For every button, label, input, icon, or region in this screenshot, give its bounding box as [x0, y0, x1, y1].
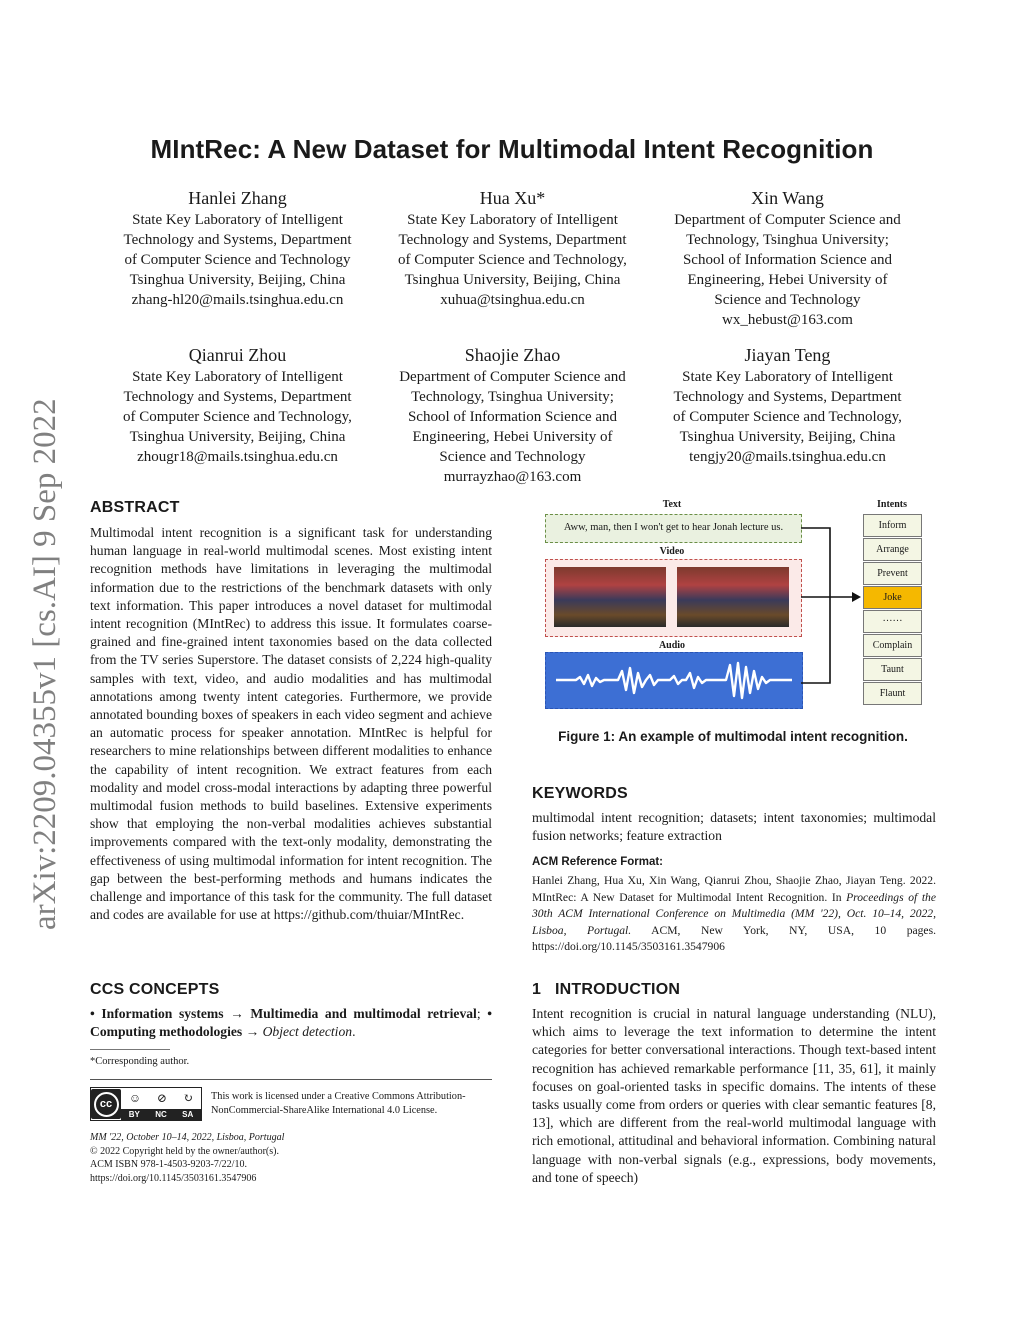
author-affiliation: School of Information Science and: [682, 252, 893, 268]
conference-info: [90, 1131, 284, 1185]
footnote-divider: [90, 1049, 170, 1050]
author-affiliation: Department of Computer Science and: [674, 212, 901, 228]
license-line: NonCommercial-ShareAlike International 4.0 License.: [211, 1105, 438, 1116]
video-frame: [554, 567, 666, 627]
author-block: [365, 343, 660, 487]
isbn: ACM ISBN 978-1-4503-9203-7/22/10.: [90, 1159, 247, 1170]
acm-reference: [532, 873, 936, 956]
author-name: Shaojie Zhao: [464, 345, 561, 365]
intent-ellipsis: ……: [863, 610, 922, 633]
figure-caption: Figure 1: An example of multimodal intent recognition.: [558, 729, 908, 744]
acm-ref-part: Hanlei Zhang, Hua Xu, Xin Wang, Qianrui Zhou, Shaojie Zhao, Jiayan Teng. 2022. MIntRec: A New Dataset for Multimodal Intent Recognition. In: [532, 874, 936, 904]
author-block: [640, 343, 935, 467]
author-affiliation: Engineering, Hebei University of: [412, 429, 613, 445]
author-block: [365, 186, 660, 310]
ccs-item: Multimedia and multimodal retrieval: [250, 1006, 477, 1021]
author-affiliation: of Computer Science and Technology,: [398, 252, 627, 268]
author-affiliation: State Key Laboratory of Intelligent: [132, 212, 343, 228]
author-affiliation: State Key Laboratory of Intelligent: [132, 369, 343, 385]
author-name: Hanlei Zhang: [188, 188, 287, 208]
author-affiliation: Department of Computer Science and: [399, 369, 626, 385]
acm-ref-heading: ACM Reference Format:: [532, 856, 663, 868]
author-block: [90, 343, 385, 467]
author-email: murrayzhao@163.com: [443, 469, 582, 485]
abstract-heading: ABSTRACT: [90, 499, 180, 516]
conference-venue: MM '22, October 10–14, 2022, Lisboa, Portugal: [90, 1132, 285, 1143]
ccs-arrow: →: [230, 1006, 244, 1021]
doi-link[interactable]: https://doi.org/10.1145/3503161.3547906: [90, 1172, 257, 1184]
attribution-icon: ☺: [128, 1091, 142, 1105]
ccs-concepts: [90, 1005, 492, 1041]
audio-modality-label: Audio: [658, 640, 686, 651]
intent-item: Complain: [863, 634, 922, 657]
author-block: [640, 186, 935, 330]
intents-label: Intents: [876, 499, 907, 510]
license-line: This work is licensed under a Creative Commons Attribution-: [211, 1091, 466, 1102]
author-block: [90, 186, 385, 310]
author-affiliation: Tsinghua University, Beijing, China: [679, 429, 896, 445]
cc-term-label: NC: [155, 1110, 167, 1119]
sharealike-icon: ↻: [182, 1091, 194, 1105]
intent-item: Taunt: [863, 658, 922, 681]
cc-icon: [91, 1089, 121, 1119]
paper-title: MIntRec: A New Dataset for Multimodal Intent Recognition: [150, 134, 874, 164]
audio-waveform: [546, 653, 802, 708]
author-affiliation: Technology and Systems, Department: [398, 232, 627, 248]
ccs-arrow: →: [245, 1024, 260, 1040]
cc-term-labels: [121, 1109, 201, 1120]
keywords-text: multimodal intent recognition; datasets; intent taxonomies; multimodal fusion networks; feature extraction: [532, 810, 936, 844]
author-email: tengjy20@mails.tsinghua.edu.cn: [689, 449, 886, 465]
author-email: wx_hebust@163.com: [722, 312, 853, 328]
text-modality-label: Text: [662, 499, 682, 510]
cc-terms: [121, 1088, 201, 1120]
intent-item: Flaunt: [863, 682, 922, 705]
fusion-connector: [800, 520, 862, 690]
footnote: *Corresponding author.: [90, 1056, 190, 1067]
cc-license-badge[interactable]: [90, 1087, 202, 1121]
ccs-separator: ;: [476, 1006, 481, 1021]
cc-term-label: SA: [182, 1110, 194, 1119]
author-affiliation: Engineering, Hebei University of: [687, 272, 888, 288]
cc-term-label: BY: [128, 1110, 140, 1119]
author-affiliation: Science and Technology: [439, 449, 586, 465]
author-name: Jiayan Teng: [744, 345, 831, 365]
intro-heading: 1 INTRODUCTION: [532, 981, 681, 998]
intro-text: Intent recognition is crucial in natural language understanding (NLU), which aims to leverage the text information to determine the intent categories for better conversational interactions. Though text-based intent recognition has achieved remarkable performance [11, 35, 61], it mainly focuses on goal-oriented tasks in specific domains. The intents of these tasks usually come from orders or queries with clear semantic features [8, 13], which are different from the real-world multimodal language with rich emotional, attitudinal and behavioral information. Combining natural language with non-verbal signals (e.g., expressions, body movements, and tone of speech): [532, 1006, 936, 1185]
author-affiliation: Tsinghua University, Beijing, China: [129, 429, 346, 445]
author-email: xuhua@tsinghua.edu.cn: [440, 292, 585, 308]
intent-item: Prevent: [863, 562, 922, 585]
author-affiliation: of Computer Science and Technology: [124, 252, 351, 268]
author-name: Xin Wang: [751, 188, 824, 208]
ccs-item: • Computing methodologies: [90, 1006, 492, 1040]
author-affiliation: Technology and Systems, Department: [673, 389, 902, 405]
ccs-end: .: [352, 1024, 356, 1040]
cc-term-icons: [121, 1088, 201, 1109]
intent-item: Arrange: [863, 538, 922, 561]
intent-item-highlighted: Joke: [863, 586, 922, 609]
acm-ref-proceedings: Proceedings of the 30th ACM International Conference on Multimedia (MM '22), Oct. 10–14, 2022, Lisboa, Portugal.: [532, 890, 936, 937]
audio-modality-box: [545, 652, 803, 709]
license-text: [211, 1090, 501, 1118]
author-affiliation: Technology and Systems, Department: [123, 389, 352, 405]
acm-ref-part: ACM, New York, NY, USA, 10 pages. https://doi.org/10.1145/3503161.3547906: [532, 923, 936, 954]
video-modality-box: [545, 559, 802, 637]
arxiv-stamp: arXiv:2209.04355v1 [cs.AI] 9 Sep 2022: [27, 398, 63, 930]
intent-item: Inform: [863, 514, 922, 537]
abstract-text: Multimodal intent recognition is a significant task for understanding human language in real-world multimodal scenes. Most existing intent recognition methods have limitations in leveraging the multimodal information due to the restrictions of the benchmark datasets with only text information. This paper introduces a novel dataset for multimodal intent recognition (MIntRec) to address this issue. It formulates coarse-grained and fine-grained intent taxonomies based on the data collected from the TV series Superstore. The dataset consists of 2,224 high-quality samples with text, video, and audio modalities and has multimodal annotations among twenty intent categories. Furthermore, we provide annotated bounding boxes of speakers in each video segment and achieve an automatic process for speaker annotation. MIntRec is helpful for researchers to mine relationships between different modalities to enhance the capability of intent recognition. We extract features from each modality and model cross-modal interactions by adapting three powerful multimodal fusion methods to build baselines. Extensive experiments show that employing the non-verbal modalities achieves substantial improvements compared with the text-only modality, demonstrating the effectiveness of using multimodal information for intent recognition. The gap between the best-performing methods and humans indicates the challenge and importance of this task for the community. The full dataset and codes are available for use at https://github.com/thuiar/MIntRec.: [90, 525, 492, 923]
license-divider: [90, 1079, 492, 1080]
text-modality-box: Aww, man, then I won't get to hear Jonah lecture us.: [545, 514, 802, 543]
copyright: © 2022 Copyright held by the owner/author(s).: [90, 1145, 279, 1157]
author-affiliation: School of Information Science and: [407, 409, 618, 425]
author-affiliation: State Key Laboratory of Intelligent: [407, 212, 618, 228]
author-name: Hua Xu*: [479, 188, 546, 208]
ccs-item: • Information systems: [90, 1006, 224, 1021]
author-affiliation: Tsinghua University, Beijing, China: [404, 272, 621, 288]
author-affiliation: Technology, Tsinghua University;: [686, 232, 889, 248]
author-email: zhougr18@mails.tsinghua.edu.cn: [137, 449, 338, 465]
ccs-item: Object detection: [262, 1024, 353, 1040]
ccs-heading: CCS CONCEPTS: [90, 981, 220, 998]
author-affiliation: State Key Laboratory of Intelligent: [682, 369, 893, 385]
video-frame: [677, 567, 789, 627]
author-affiliation: Tsinghua University, Beijing, China: [129, 272, 346, 288]
author-affiliation: of Computer Science and Technology,: [123, 409, 352, 425]
author-affiliation: Technology and Systems, Department: [123, 232, 352, 248]
video-modality-label: Video: [659, 546, 685, 557]
author-affiliation: Science and Technology: [714, 292, 861, 308]
author-email: zhang-hl20@mails.tsinghua.edu.cn: [131, 292, 344, 308]
arrow-head-icon: [852, 592, 861, 602]
cc-logo: cc: [94, 1092, 119, 1117]
author-name: Qianrui Zhou: [188, 345, 287, 365]
keywords-heading: KEYWORDS: [532, 785, 628, 802]
author-affiliation: of Computer Science and Technology,: [673, 409, 902, 425]
author-affiliation: Technology, Tsinghua University;: [411, 389, 614, 405]
noncommercial-icon: ⊘: [157, 1091, 168, 1105]
